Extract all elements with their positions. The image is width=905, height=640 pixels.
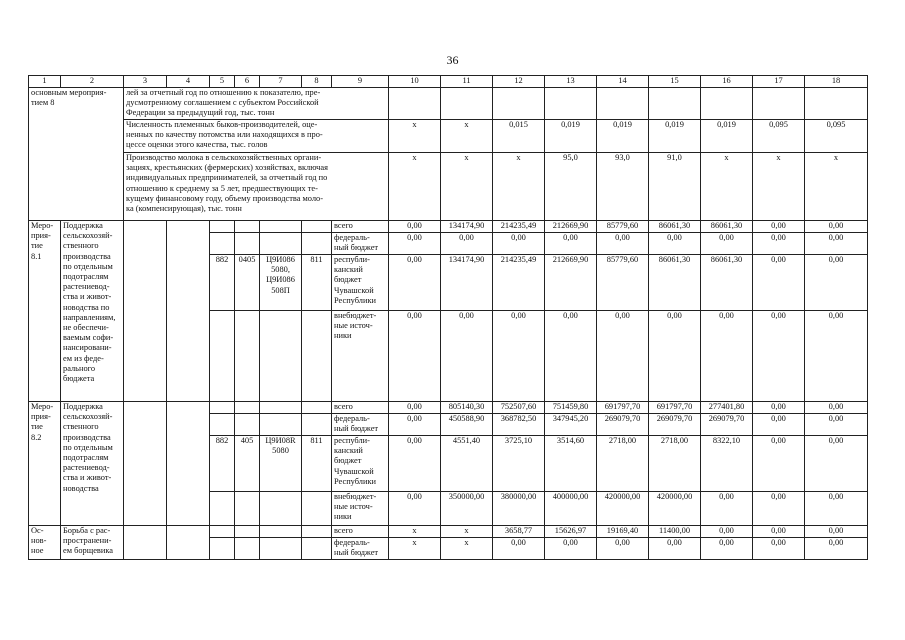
funding-value: 0,00 [753, 233, 805, 255]
column-header: 3 [124, 76, 167, 88]
indicator-value: 91,0 [649, 153, 701, 221]
funding-source: внебюджет- ные источ- ники [332, 311, 389, 402]
funding-value: 214235,49 [493, 221, 545, 233]
indicator-value: 0,095 [753, 120, 805, 153]
funding-value: 0,00 [753, 402, 805, 414]
funding-source: всего [332, 221, 389, 233]
funding-value: 3725,10 [493, 436, 545, 492]
column-header: 13 [545, 76, 597, 88]
column-header: 2 [61, 76, 124, 88]
measure-label: Меро- прия- тие 8.2 [29, 402, 61, 526]
funding-value: 212669,90 [545, 221, 597, 233]
page-number: 36 [446, 53, 459, 67]
funding-source: республи- канский бюджет Чувашской Республики [332, 436, 389, 492]
funding-value: 277401,80 [701, 402, 753, 414]
funding-source: федераль- ный бюджет [332, 538, 389, 560]
funding-value: 420000,00 [649, 492, 701, 526]
indicator-value [493, 88, 545, 120]
indicator-row [29, 153, 868, 221]
indicator-value [545, 88, 597, 120]
funding-value: 0,00 [597, 538, 649, 560]
funding-value: 0,00 [493, 233, 545, 255]
funding-value: 0,00 [441, 233, 493, 255]
column-header: 7 [260, 76, 302, 88]
funding-value: 0,00 [389, 311, 441, 402]
funding-value: 134174,90 [441, 255, 493, 311]
funding-row [29, 402, 868, 414]
funding-value: 0,00 [805, 221, 868, 233]
column-header: 15 [649, 76, 701, 88]
funding-value: 86061,30 [701, 221, 753, 233]
column-header: 10 [389, 76, 441, 88]
indicator-row [29, 120, 868, 153]
vr-code: 811 [302, 255, 332, 311]
funding-value: 0,00 [545, 311, 597, 402]
funding-value: 0,00 [649, 233, 701, 255]
column-number-row [29, 76, 868, 88]
funding-value: 0,00 [753, 221, 805, 233]
funding-value: 0,00 [805, 436, 868, 492]
measure-name: Борьба с рас- пространени- ем борщевика [61, 526, 124, 560]
indicator-value [753, 88, 805, 120]
indicator-value: 0,095 [805, 120, 868, 153]
program-table [28, 75, 868, 560]
funding-value: 15626,97 [545, 526, 597, 538]
funding-value: 85779,60 [597, 255, 649, 311]
funding-value: 0,00 [805, 538, 868, 560]
indicator-value: x [441, 120, 493, 153]
indicator-value: 0,019 [545, 120, 597, 153]
funding-value: 0,00 [493, 538, 545, 560]
funding-value: 0,00 [805, 414, 868, 436]
funding-value: 0,00 [805, 492, 868, 526]
indicator-value: x [805, 153, 868, 221]
funding-value: 0,00 [753, 492, 805, 526]
funding-value: 85779,60 [597, 221, 649, 233]
funding-value: 86061,30 [649, 255, 701, 311]
rzpr-code: 0405 [235, 255, 260, 311]
funding-value: 212669,90 [545, 255, 597, 311]
funding-value: 0,00 [597, 233, 649, 255]
funding-source: федераль- ный бюджет [332, 414, 389, 436]
funding-value: 420000,00 [597, 492, 649, 526]
grbs-code: 882 [210, 255, 235, 311]
funding-value: 2718,00 [649, 436, 701, 492]
indicator-value: x [493, 153, 545, 221]
funding-value: 86061,30 [649, 221, 701, 233]
continued-measure-label: основным мероприя- тием 8 [29, 88, 124, 221]
funding-value: 0,00 [389, 492, 441, 526]
indicator-value: x [753, 153, 805, 221]
funding-value: 0,00 [753, 414, 805, 436]
indicator-value [389, 88, 441, 120]
vr-code: 811 [302, 436, 332, 492]
indicator-value: 0,019 [597, 120, 649, 153]
funding-value: 0,00 [805, 526, 868, 538]
funding-source: всего [332, 526, 389, 538]
funding-value: 0,00 [597, 311, 649, 402]
funding-value: 0,00 [493, 311, 545, 402]
funding-value: 0,00 [753, 538, 805, 560]
funding-value: 269079,70 [701, 414, 753, 436]
funding-value: 400000,00 [545, 492, 597, 526]
funding-value: 0,00 [389, 414, 441, 436]
funding-value: 805140,30 [441, 402, 493, 414]
funding-value: 0,00 [701, 311, 753, 402]
funding-value: 3658,77 [493, 526, 545, 538]
funding-value: x [441, 538, 493, 560]
funding-source: республи- канский бюджет Чувашской Республики [332, 255, 389, 311]
measure-label: Меро- прия- тие 8.1 [29, 221, 61, 402]
column-header: 1 [29, 76, 61, 88]
column-header: 5 [210, 76, 235, 88]
indicator-value [805, 88, 868, 120]
column-header: 14 [597, 76, 649, 88]
funding-value: 0,00 [753, 255, 805, 311]
measure-name: Поддержка сельскохозяй- ственного производства по отдельным подотраслям растениевод- ства и живот- новодства по направлениям, не обеспечи- ваемым софи- нансировани- ем из феде- рального бюджета [61, 221, 124, 402]
indicator-row [29, 88, 868, 120]
funding-value: 0,00 [545, 233, 597, 255]
funding-value: 0,00 [701, 233, 753, 255]
funding-value: 0,00 [389, 255, 441, 311]
funding-value: 269079,70 [597, 414, 649, 436]
funding-value: 11400,00 [649, 526, 701, 538]
indicator-value: 93,0 [597, 153, 649, 221]
funding-value: 0,00 [389, 233, 441, 255]
indicator-value [597, 88, 649, 120]
funding-value: 450588,90 [441, 414, 493, 436]
indicator-text: Производство молока в сельскохозяйственных органи- зациях, крестьянских (фермерских) хозяйствах, включая индивидуальных предпринимателей, за отчетный год по отношению к среднему за 5 лет, предшествующих те- кущему финансовому году, объему производства моло- ка (компенсирующая), тыс. тонн [124, 153, 389, 221]
indicator-text: Численность племенных быков-производителей, оце- ненных по качеству потомства или находящихся в про- цессе оценки этого качества, тыс. голов [124, 120, 389, 153]
column-header: 6 [235, 76, 260, 88]
column-header: 9 [332, 76, 389, 88]
funding-value: 0,00 [649, 311, 701, 402]
funding-source: внебюджет- ные источ- ники [332, 492, 389, 526]
funding-value: 0,00 [701, 538, 753, 560]
indicator-value: 95,0 [545, 153, 597, 221]
funding-value: x [441, 526, 493, 538]
indicator-value: x [389, 153, 441, 221]
funding-value: 0,00 [805, 311, 868, 402]
funding-value: 0,00 [545, 538, 597, 560]
indicator-value [649, 88, 701, 120]
funding-value: 368782,50 [493, 414, 545, 436]
indicator-text: лей за отчетный год по отношению к показателю, пре- дусмотренному соглашением с субъектом Российской Федерации за предыдущий год, тыс. тонн [124, 88, 389, 120]
funding-value: 0,00 [805, 255, 868, 311]
funding-value: x [389, 526, 441, 538]
funding-value: 0,00 [753, 526, 805, 538]
funding-value: 0,00 [649, 538, 701, 560]
column-header: 17 [753, 76, 805, 88]
funding-value: 214235,49 [493, 255, 545, 311]
indicator-value: x [701, 153, 753, 221]
column-header: 11 [441, 76, 493, 88]
funding-value: 0,00 [389, 221, 441, 233]
indicator-value: x [389, 120, 441, 153]
column-header: 18 [805, 76, 868, 88]
column-header: 16 [701, 76, 753, 88]
funding-value: 19169,40 [597, 526, 649, 538]
indicator-value: 0,015 [493, 120, 545, 153]
funding-value: 4551,40 [441, 436, 493, 492]
funding-value: 0,00 [441, 311, 493, 402]
funding-value: 0,00 [389, 436, 441, 492]
funding-value: 0,00 [753, 436, 805, 492]
funding-row [29, 221, 868, 233]
funding-value: 0,00 [805, 233, 868, 255]
measure-name: Поддержка сельскохозяй- ственного производства по отдельным подотраслям растениевод- ства и живот- новодства [61, 402, 124, 526]
indicator-value: x [441, 153, 493, 221]
column-header: 8 [302, 76, 332, 88]
rzpr-code: 405 [235, 436, 260, 492]
funding-value: 347945,20 [545, 414, 597, 436]
funding-value: 380000,00 [493, 492, 545, 526]
funding-value: 269079,70 [649, 414, 701, 436]
funding-value: 3514,60 [545, 436, 597, 492]
grbs-code: 882 [210, 436, 235, 492]
funding-value: 0,00 [389, 402, 441, 414]
funding-value: 134174,90 [441, 221, 493, 233]
funding-value: 350000,00 [441, 492, 493, 526]
indicator-value: 0,019 [649, 120, 701, 153]
funding-source: федераль- ный бюджет [332, 233, 389, 255]
indicator-value [701, 88, 753, 120]
funding-value: 0,00 [701, 492, 753, 526]
funding-value: 86061,30 [701, 255, 753, 311]
csr-code: Ц9И08R 5080 [260, 436, 302, 492]
column-header: 12 [493, 76, 545, 88]
funding-value: 2718,00 [597, 436, 649, 492]
funding-value: 0,00 [805, 402, 868, 414]
indicator-value [441, 88, 493, 120]
indicator-value: 0,019 [701, 120, 753, 153]
funding-value: 0,00 [753, 311, 805, 402]
funding-row [29, 526, 868, 538]
funding-value: 752507,60 [493, 402, 545, 414]
measure-label: Ос- нов- ное [29, 526, 61, 560]
funding-value: x [389, 538, 441, 560]
csr-code: Ц9И086 5080, Ц9И086 508П [260, 255, 302, 311]
funding-value: 691797,70 [597, 402, 649, 414]
funding-value: 691797,70 [649, 402, 701, 414]
funding-value: 0,00 [701, 526, 753, 538]
funding-value: 751459,80 [545, 402, 597, 414]
funding-source: всего [332, 402, 389, 414]
column-header: 4 [167, 76, 210, 88]
funding-value: 8322,10 [701, 436, 753, 492]
